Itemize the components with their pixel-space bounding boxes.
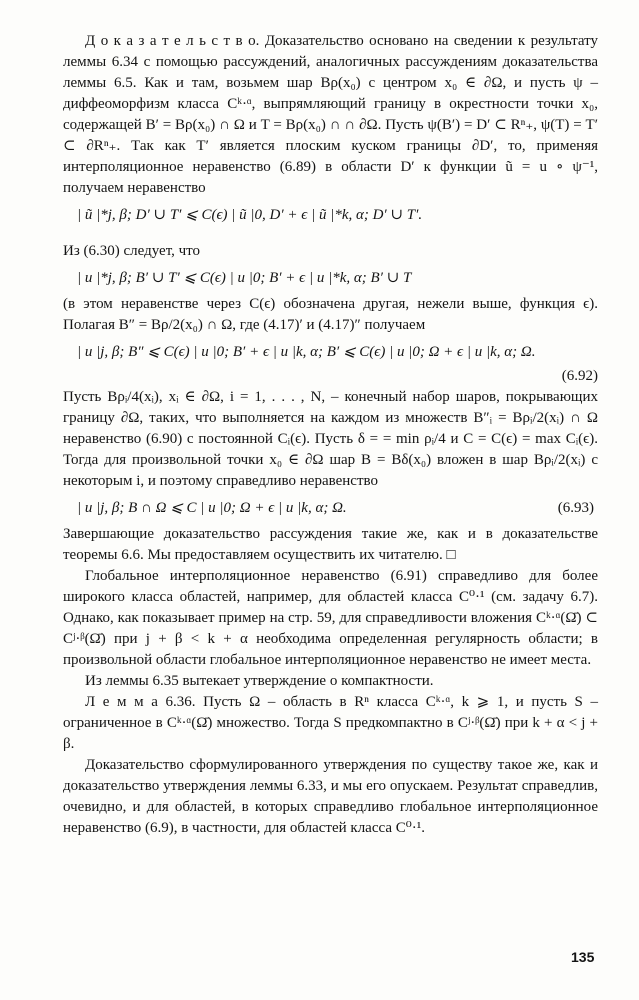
paragraph-global-inequality: Глобальное интерполяционное неравенство (6.91) справедливо для более широкого класса областей, например, для областей класса C⁰·¹ (см. задачу 6.7). Однако, как показывает пример на стр. 59, для справедливости вложения Cᵏ·ᵅ(Ω̄) ⊂ Cʲ·ᵝ(Ω̄) при j + β < k + α необходима определенная регулярность области; в произвольной области глобальное интерполяционное неравенство не имеет места. <box>63 568 598 668</box>
equation-interpolation-d-prime: | ũ |*j, β; D′ ∪ T′ ⩽ C(ϵ) | ũ |0, D′ + ϵ | ũ |*k, α; D′ ∪ T′. <box>77 207 423 223</box>
paragraph-ball-covering: Пусть Bρᵢ/4(xᵢ), xᵢ ∈ ∂Ω, i = 1, . . . , N, – конечный набор шаров, покрывающих границу ∂Ω, таких, что выполняется на каждом из множеств B″ᵢ = Bρᵢ/2(xᵢ) ∩ Ω неравенство (6.90) с постоянной Cᵢ(ϵ). Пусть δ = = min ρᵢ/4 и C = C(ϵ) = max Cᵢ(ϵ). Тогда для произвольной точки x₀ ∈ ∂Ω шар B = Bδ(x₀) вложен в шар Bρᵢ/2(xᵢ) с некоторым i, и поэтому справедливо неравенство <box>63 389 598 489</box>
paragraph-concluding: Завершающие доказательство рассуждения такие же, как и в доказательстве теоремы 6.6. Мы предоставляем осуществить их читателю. □ <box>63 526 598 563</box>
page-number: 135 <box>571 949 595 965</box>
paragraph-from-6-30: Из (6.30) следует, что <box>63 243 201 259</box>
equation-interpolation-b-prime: | u |*j, β; B′ ∪ T′ ⩽ C(ϵ) | u |0; B′ + ϵ | u |*k, α; B′ ∪ T <box>77 270 412 286</box>
equation-6-93-body: | u |j, β; B ∩ Ω ⩽ C | u |0; Ω + ϵ | u |k, α; Ω. <box>77 500 347 516</box>
paragraph-compactness-intro: Из леммы 6.35 вытекает утверждение о компактности. <box>85 673 434 689</box>
equation-6-92 <box>63 340 598 364</box>
equation-6-93 <box>63 496 598 520</box>
proof-paragraph: Д о к а з а т е л ь с т в о. Доказательство основано на сведении к результату леммы 6.34 с помощью рассуждений, аналогичных рассуждениям доказательства леммы 6.5. Как и там, возьмем шар Bρ(x₀) с центром x₀ ∈ ∂Ω, и пусть ψ – диффеоморфизм класса Cᵏ·ᵅ, выпрямляющий границу в окрестности точки x₀, содержащей B′ = Bρ(x₀) ∩ Ω и T = Bρ(x₀) ∩ ∩ ∂Ω. Пусть ψ(B′) = D′ ⊂ Rⁿ₊, ψ(T) = T′ ⊂ ∂Rⁿ₊. Так как T′ является плоским куском границы ∂D′, то, применяя интерполяционное неравенство (6.89) в области D′ к функции ũ = u ∘ ψ⁻¹, получаем неравенство <box>63 33 598 196</box>
text-block <box>63 31 598 839</box>
lemma-6-36: Л е м м а 6.36. Пусть Ω – область в Rⁿ класса Cᵏ·ᵅ, k ⩾ 1, и пусть S – ограниченное в Cᵏ·ᵅ(Ω̄) множество. Тогда S предкомпактно в Cʲ·ᵝ(Ω̄) при k + α < j + β. <box>63 694 598 752</box>
paragraph-remark-c-epsilon: (в этом неравенстве через C(ϵ) обозначена другая, нежели выше, функция ϵ). Полагая B″ = Bρ/2(x₀) ∩ Ω, где (4.17)′ и (4.17)″ получаем <box>63 296 598 333</box>
paragraph-final-proof: Доказательство сформулированного утверждения по существу такое же, как и доказательство утверждения леммы 6.33, и мы его опускаем. Результат справедлив, очевидно, и для областей, в которых справедливо глобальное интерполяционное неравенство (6.9), в частности, для областей класса C⁰·¹. <box>63 757 598 836</box>
equation-number-6-93: (6.93) <box>557 500 594 516</box>
equation-6-92-body: | u |j, β; B″ ⩽ C(ϵ) | u |0; B′ + ϵ | u |k, α; B′ ⩽ C(ϵ) | u |0; Ω + ϵ | u |k, α; Ω. <box>77 344 536 360</box>
equation-number-6-92: (6.92) <box>561 368 598 384</box>
